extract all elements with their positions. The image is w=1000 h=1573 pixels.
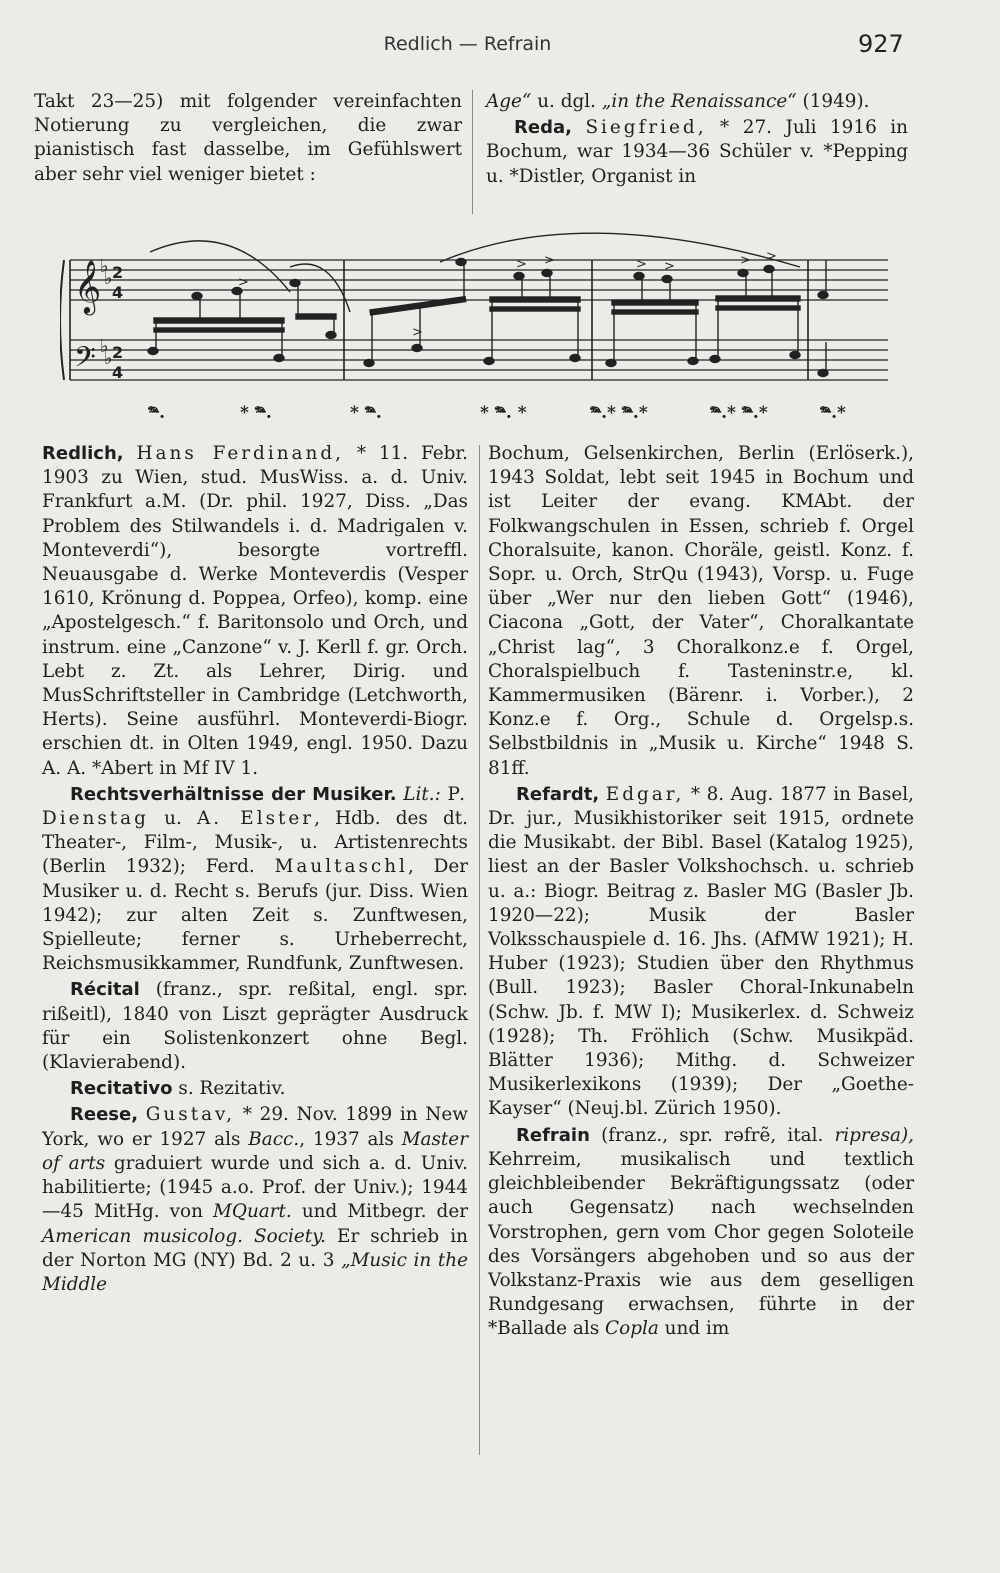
text-recital: (franz., spr. reßital, engl. spr. rißeitl), 1840 von Liszt geprägter Ausdruck für ein Solistenkonzert ohne Begl. (Klavierabend).: [42, 979, 468, 1074]
pedal-mark: 𝆮.: [148, 403, 166, 423]
headword-redlich: Redlich,: [42, 443, 124, 464]
name-refardt: Edgar,: [605, 783, 685, 805]
entry-reda: [486, 116, 908, 189]
text-reese-2: , 1937 als: [299, 1128, 402, 1150]
headword-rechtsverhaeltnisse: Rechtsverhältnisse der Musiker.: [70, 783, 397, 805]
entry-reese: [42, 1103, 468, 1297]
name-redlich: Hans Ferdinand,: [136, 443, 344, 464]
pedal-mark: * 𝆮.: [350, 403, 382, 423]
bass-staff: [70, 340, 888, 380]
svg-text:2: 2: [112, 343, 124, 362]
text-reda: * 27. Juli 1916 in Bochum, war 1934—36 Schüler v. *Pepping u. *Distler, Organist in: [486, 117, 908, 187]
italic-refrain-2: Copla: [605, 1318, 659, 1340]
entry-reda-continued: Bochum, Gelsenkirchen, Berlin (Erlöserk.), 1943 Soldat, lebt seit 1945 in Bochum und ist Leiter der evang. KMAbt. der Folkwangschulen in Essen, schrieb f. Orgel Choralsuite, kanon. Choräle, geistl. Konz. f. Sopr. u. Orch, StrQu (1943), Vorsp. u. Fuge über „Wer nur den lieben Gott“ (1946), Ciacona „Gott, der Vater“, Choralkantate „Christ lag“, 3 Choralkonz.e f. Orgel, Choralspielbuch f. Tasteninstr.e, kl. Kammermusiken (Bärenr. i. Vorber.), 2 Konz.e f. Org., Schule d. Orgelsp.s. Selbstbildnis in „Musik u. Kirche“ 1948 S. 81ff.: [488, 443, 914, 779]
author-dienstag: P. Dienstag: [42, 783, 468, 830]
text-recht-end: , Der Musiker u. d. Recht s. Berufs (jur. Diss. Wien 1942); zur alten Zeit s. Zunftwesen, Spielleute; ferner s. Urheberrecht, Reichsmusikkammer, Rundfunk, Zunftwesen.: [42, 856, 468, 975]
column-divider-main: [479, 445, 480, 1455]
svg-text:4: 4: [112, 363, 124, 382]
name-reese: Gustav,: [145, 1104, 236, 1126]
svg-text:4: 4: [112, 283, 124, 302]
top-right-text: [486, 90, 908, 189]
svg-text:♭: ♭: [104, 268, 113, 289]
entry-recital: [42, 978, 468, 1075]
headword-reese: Reese,: [70, 1104, 139, 1126]
column-divider-top: [472, 90, 473, 214]
svg-text:♭: ♭: [104, 348, 113, 369]
text-recitativo: s. Rezitativ.: [172, 1078, 286, 1100]
running-head: Redlich — Refrain: [383, 33, 552, 55]
text-reese-4: und Mitbegr. der: [291, 1201, 468, 1223]
italic-reese-3: MQuart.: [213, 1201, 292, 1223]
text-reese-3: graduiert wurde und sich a. d. Univ. habilitierte; (1945 a.o. Prof. der Univ.); 1944—45 MitHg. von: [42, 1152, 468, 1223]
text-reese-5: Er schrieb in der Norton MG (NY) Bd. 2 u. 3: [42, 1225, 468, 1271]
svg-text:2: 2: [112, 263, 124, 282]
svg-text:♭: ♭: [100, 256, 109, 277]
entry-refardt: [488, 783, 914, 1122]
text-recht-mid1: u.: [148, 808, 197, 830]
entry-redlich: [42, 442, 468, 781]
svg-text:>: >: [516, 257, 527, 272]
music-example: [60, 222, 900, 432]
brace: [60, 260, 64, 380]
flat-signs: [100, 256, 113, 369]
text-redlich: * 11. Febr. 1903 zu Wien, stud. MusWiss. a. d. Univ. Frankfurt a.M. (Dr. phil. 1927, Diss. „Das Problem des Stilwandels i. d. Madrigalen v. Monteverdi“), besorgte vortreffl. Neuausgabe d. Werke Monteverdis (Vesper 1610, Krönung d. Poppea, Orfeo), komp. eine „Apostelgesch.“ f. Baritonsolo und Orch, und instrum. eine „Canzone“ v. J. Kerll f. gr. Orch. Lebt z. Zt. als Lehrer, Dirig. und MusSchriftsteller in Cambridge (Letchworth, Herts). Seine ausführl. Monteverdi-Biogr. erschien dt. in Olten 1949, engl. 1950. Dazu A. A. *Abert in Mf IV 1.: [42, 443, 468, 779]
text-refardt: * 8. Aug. 1877 in Basel, Dr. jur., Musikhistoriker seit 1915, ordnete die Musikabt. der Bibl. Basel (Katalog 1925), liest an der Basler Volkshochsch. u. schrieb u. a.: Biogr. Beitrag z. Basler MG (Basler Jb. 1920—22); Musik der Basler Volksschauspiele d. 16. Jhs. (AfMW 1921); H. Huber (1923); Studien über den Rhythmus (Bull. 1923); Basler Choral-Inkunabeln (Schw. Jb. f. MW I); Musikerlex. d. Schweiz (1928); Th. Fröhlich (Schw. Musikpäd. Blätter 1936); Mithg. d. Schweizer Musikerlexikons (1939); Der „Goethe-Kayser“ (Neuj.bl. Zürich 1950).: [488, 783, 914, 1120]
left-column: [42, 442, 468, 1297]
pedal-mark: 𝆮.*: [820, 403, 846, 423]
text-reese-1: * 29. Nov. 1899 in New York, wo er 1927 als: [42, 1104, 468, 1150]
paragraph-continuation: [486, 90, 908, 114]
text-refrain-2: Kehrreim, musikalisch und textlich gleichbleibender Bekräftigungssatz (oder auch Gegensatz) nach wechselnden Vorstrophen, gern vom Chor gegen Soloteile des Vorsängers abgehoben und so aus der Volkstanz-Praxis wie aus dem geselligen Rundgesang erwachsen, führte in der *Ballade als: [488, 1148, 914, 1340]
svg-text:>: >: [544, 253, 555, 268]
author-maultaschl: Maultaschl: [274, 856, 408, 878]
title-renaissance: „in the Renaissance“: [601, 91, 797, 112]
text-refrain-3: und im: [658, 1318, 730, 1340]
svg-text:>: >: [664, 259, 675, 274]
pedal-mark: 𝆮.* 𝆮.*: [710, 403, 768, 423]
svg-text:>: >: [412, 325, 423, 340]
treble-clef-icon: 𝄞: [74, 259, 102, 313]
headword-reda: Reda,: [514, 117, 572, 139]
top-left-text: [34, 90, 462, 187]
pedal-markings: [148, 403, 846, 423]
author-elster: A. Elster: [196, 808, 315, 830]
text-refrain-1: (franz., spr. rəfrẽ, ital.: [589, 1124, 835, 1146]
italic-reese-1: Bacc.: [248, 1128, 300, 1150]
entry-rechtsverhaeltnisse: [42, 783, 468, 977]
entry-refrain: [488, 1124, 914, 1342]
pedal-mark: 𝆮.* 𝆮.*: [590, 403, 648, 423]
text-recht-mid2: , Hdb. des dt. Theater-, Film-, Musik-, u. Artistenrechts (Berlin 1932); Ferd.: [42, 808, 468, 878]
note-groups: [148, 259, 828, 377]
pedal-mark: * 𝆮. *: [480, 403, 527, 423]
headword-refrain: Refrain: [516, 1124, 590, 1146]
pedal-mark: * 𝆮.: [240, 403, 272, 423]
headword-recital: Récital: [70, 979, 140, 1001]
headword-recitativo: Recitativo: [70, 1078, 173, 1100]
paragraph-takt: Takt 23—25) mit folgender vereinfachten Notierung zu vergleichen, die zwar pianistisch fast dasselbe, im Gefühlswert aber sehr viel weniger bietet :: [34, 91, 462, 185]
headword-refardt: Refardt,: [516, 783, 600, 805]
bass-clef-icon: 𝄢: [74, 341, 96, 381]
label-lit: Lit.:: [403, 783, 441, 805]
name-reda: Siegfried,: [585, 117, 707, 139]
title-cont: Age“: [486, 91, 532, 112]
italic-reese-2: Master of arts: [42, 1128, 468, 1174]
text-cont-mid: u. dgl.: [531, 91, 602, 112]
right-column: [488, 442, 914, 1342]
svg-text:>: >: [238, 275, 249, 290]
text-cont-end: (1949).: [796, 91, 870, 112]
entry-recitativo: [42, 1077, 468, 1101]
svg-text:♭: ♭: [100, 336, 109, 357]
italic-reese-4: American musicolog. Society.: [42, 1225, 326, 1247]
svg-text:>: >: [766, 249, 777, 264]
time-signatures: [112, 263, 123, 382]
italic-refrain-1: ripresa),: [834, 1124, 914, 1146]
svg-text:>: >: [636, 257, 647, 272]
svg-text:>: >: [740, 253, 751, 268]
page-number: 927: [858, 30, 904, 58]
italic-reese-5: „Music in the Middle: [42, 1249, 469, 1295]
